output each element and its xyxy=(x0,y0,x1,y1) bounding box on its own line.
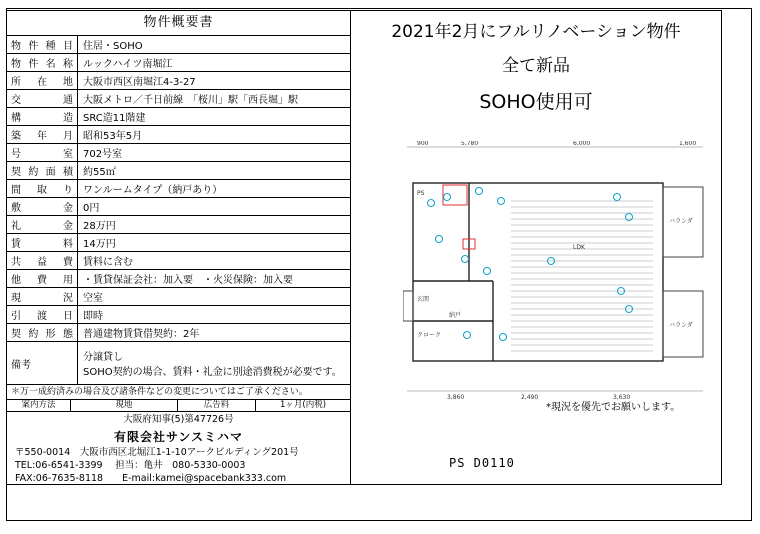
company-fax-email: FAX:06-7635-8118 E-mail:kamei@spacebank333.com xyxy=(15,473,287,484)
property-key-char: 年 xyxy=(37,131,47,142)
remarks-value xyxy=(78,342,342,384)
property-key-char: 間 xyxy=(11,185,21,196)
property-row xyxy=(7,90,350,108)
property-key xyxy=(7,144,78,161)
dimension-label: 3,630 xyxy=(613,394,631,401)
property-value: 約55㎡ xyxy=(83,167,116,178)
dimension-label: 1,600 xyxy=(679,141,697,147)
priority-note: *現況を優先でお願いします。 xyxy=(546,402,681,413)
property-key-char: 共 xyxy=(11,257,21,268)
renovation-markings xyxy=(443,185,475,249)
property-key xyxy=(7,270,78,287)
fee-header-cell: 現地 xyxy=(71,400,178,411)
property-key-char: 敷 xyxy=(11,203,21,214)
property-value: 住居・SOHO xyxy=(83,41,143,52)
property-row xyxy=(7,216,350,234)
property-row xyxy=(7,198,350,216)
property-key-char: 費 xyxy=(63,257,73,268)
property-row xyxy=(7,108,350,126)
property-table xyxy=(7,36,350,342)
room-label-ldk: LDK xyxy=(573,244,585,251)
property-value: ワンルームタイプ（納戸あり） xyxy=(83,185,223,196)
fee-header-cell: 広告料 xyxy=(178,400,256,411)
property-value: 昭和53年5月 xyxy=(83,131,143,142)
property-value: 大阪市西区南堀江4-3-27 xyxy=(83,77,196,88)
property-row xyxy=(7,180,350,198)
property-value: ・賃貸保証会社：加入要 ・火災保険：加入要 xyxy=(83,275,293,286)
remarks-line: 分譲貸し xyxy=(83,352,123,363)
remarks-key: 備考 xyxy=(7,342,78,384)
property-key-char: 引 xyxy=(11,311,21,322)
property-summary-panel xyxy=(6,10,351,485)
property-key-char: 現 xyxy=(11,293,21,304)
fee-table-header xyxy=(7,400,350,412)
dimension-label: 900 xyxy=(417,141,429,147)
dimension-label: 3,860 xyxy=(447,394,465,401)
disclaimer: ＊万一成約済みの場合及び諸条件などの変更についてはご了承ください。 xyxy=(7,385,350,400)
property-key xyxy=(7,90,78,107)
property-key-char: 費 xyxy=(37,275,47,286)
remarks-row xyxy=(7,342,350,385)
property-key-char: り xyxy=(63,185,73,196)
property-key-char: 取 xyxy=(37,185,47,196)
property-key-char: 名 xyxy=(45,59,56,70)
property-row xyxy=(7,252,350,270)
property-row xyxy=(7,270,350,288)
outer-wall xyxy=(413,183,663,361)
feature-panel xyxy=(350,10,722,485)
all-new-headline: 全て新品 xyxy=(502,56,570,76)
property-key xyxy=(7,252,78,269)
property-value: 28万円 xyxy=(83,221,116,232)
property-value: 702号室 xyxy=(83,149,123,160)
property-key xyxy=(7,324,78,341)
room-label-entrance: 玄関 xyxy=(417,296,430,303)
property-key-char: 通 xyxy=(63,95,73,106)
property-key-char: 約 xyxy=(28,167,39,178)
property-key-char: 金 xyxy=(63,221,73,232)
property-key-char: 面 xyxy=(45,167,56,178)
property-row xyxy=(7,234,350,252)
property-key-char: 造 xyxy=(63,113,73,124)
property-key-char: 称 xyxy=(62,59,73,70)
property-key xyxy=(7,54,78,71)
property-key-char: 料 xyxy=(63,239,73,250)
property-key-char: 構 xyxy=(11,113,21,124)
property-key-char: 渡 xyxy=(37,311,47,322)
property-key-char: 況 xyxy=(63,293,73,304)
property-key-char: 地 xyxy=(63,77,73,88)
property-value: 0円 xyxy=(83,203,100,214)
property-row xyxy=(7,126,350,144)
property-key-char: 室 xyxy=(63,149,73,160)
dimension-label: 6,000 xyxy=(573,141,591,147)
property-key-char: 種 xyxy=(45,41,56,52)
property-row xyxy=(7,54,350,72)
property-key xyxy=(7,216,78,233)
property-row xyxy=(7,144,350,162)
property-row xyxy=(7,72,350,90)
property-value: 即時 xyxy=(83,311,103,322)
property-key xyxy=(7,288,78,305)
renovation-headline: 2021年2月にフルリノベーション物件 xyxy=(391,22,681,42)
room-label-ps: PS xyxy=(417,190,425,197)
property-key-char: 在 xyxy=(37,77,47,88)
property-key-char: 他 xyxy=(11,275,21,286)
flooring-hatch xyxy=(511,201,653,351)
fee-header-cell: 1ヶ月(内税) xyxy=(279,400,327,410)
room-label-balcony: バランダ xyxy=(669,322,693,329)
entrance-door xyxy=(403,291,413,321)
property-key xyxy=(7,36,78,53)
property-key xyxy=(7,306,78,323)
dimension-label: 2,490 xyxy=(521,394,539,401)
property-row xyxy=(7,324,350,342)
property-key-char: 目 xyxy=(62,41,73,52)
property-key-char: 用 xyxy=(63,275,73,286)
property-value: ルックハイツ南堀江 xyxy=(83,59,173,70)
license-number: 大阪府知事(5)第47726号 xyxy=(123,414,234,425)
property-key-char: 所 xyxy=(11,77,21,88)
remarks-line: SOHO契約の場合、賃料・礼金に別途消費税が必要です。 xyxy=(83,367,342,378)
room-label-closet: クローク xyxy=(417,332,442,339)
property-key-char: 契 xyxy=(11,167,21,178)
property-value: SRC造11階建 xyxy=(83,113,146,124)
fee-header-cell: 案内方法 xyxy=(7,400,71,411)
property-row xyxy=(7,162,350,180)
property-value: 賃料に含む xyxy=(83,257,133,268)
property-key-char: 件 xyxy=(28,59,39,70)
property-key-char: 礼 xyxy=(11,221,21,232)
company-address: 〒550-0014 大阪市西区北堀江1-1-10アークビルディング201号 xyxy=(15,447,299,458)
property-key-char: 益 xyxy=(37,257,47,268)
property-key xyxy=(7,234,78,251)
property-key xyxy=(7,180,78,197)
room-label-storage: 納戸 xyxy=(449,312,462,319)
property-key-char: 月 xyxy=(63,131,73,142)
property-key-char: 交 xyxy=(11,95,21,106)
company-name: 有限会社サンスミハマ xyxy=(113,430,244,444)
property-value: 普通建物賃貸借契約：2年 xyxy=(83,329,200,340)
property-key-char: 賃 xyxy=(11,239,21,250)
property-key-char: 日 xyxy=(63,311,73,322)
property-code: PS D0110 xyxy=(449,456,515,470)
dimension-label: 5,780 xyxy=(461,141,479,147)
property-key xyxy=(7,108,78,125)
property-key-char: 約 xyxy=(28,329,39,340)
property-key xyxy=(7,72,78,89)
floor-plan xyxy=(403,141,721,403)
room-label-balcony: バランダ xyxy=(669,218,693,225)
soho-headline: SOHO使用可 xyxy=(479,91,593,113)
property-key xyxy=(7,198,78,215)
property-key-char: 件 xyxy=(28,41,39,52)
property-key-char: 契 xyxy=(11,329,21,340)
property-key-char: 物 xyxy=(11,59,21,70)
property-key-char: 物 xyxy=(11,41,21,52)
property-key-char: 号 xyxy=(11,149,21,160)
property-value: 14万円 xyxy=(83,239,116,250)
property-value: 大阪メトロ／千日前線 「桜川」駅「西長堀」駅 xyxy=(83,95,298,106)
property-row xyxy=(7,306,350,324)
property-key-char: 態 xyxy=(62,329,73,340)
property-key-char: 形 xyxy=(45,329,56,340)
property-key xyxy=(7,162,78,179)
company-phone: TEL:06-6541-3399 担当：亀井 080-5330-0003 xyxy=(15,460,246,471)
property-row xyxy=(7,36,350,54)
property-key-char: 金 xyxy=(63,203,73,214)
property-key-char: 積 xyxy=(62,167,73,178)
property-row xyxy=(7,288,350,306)
property-key xyxy=(7,126,78,143)
property-value: 空室 xyxy=(83,293,103,304)
sheet-title: 物件概要書 xyxy=(7,11,350,36)
property-key-char: 築 xyxy=(11,131,21,142)
